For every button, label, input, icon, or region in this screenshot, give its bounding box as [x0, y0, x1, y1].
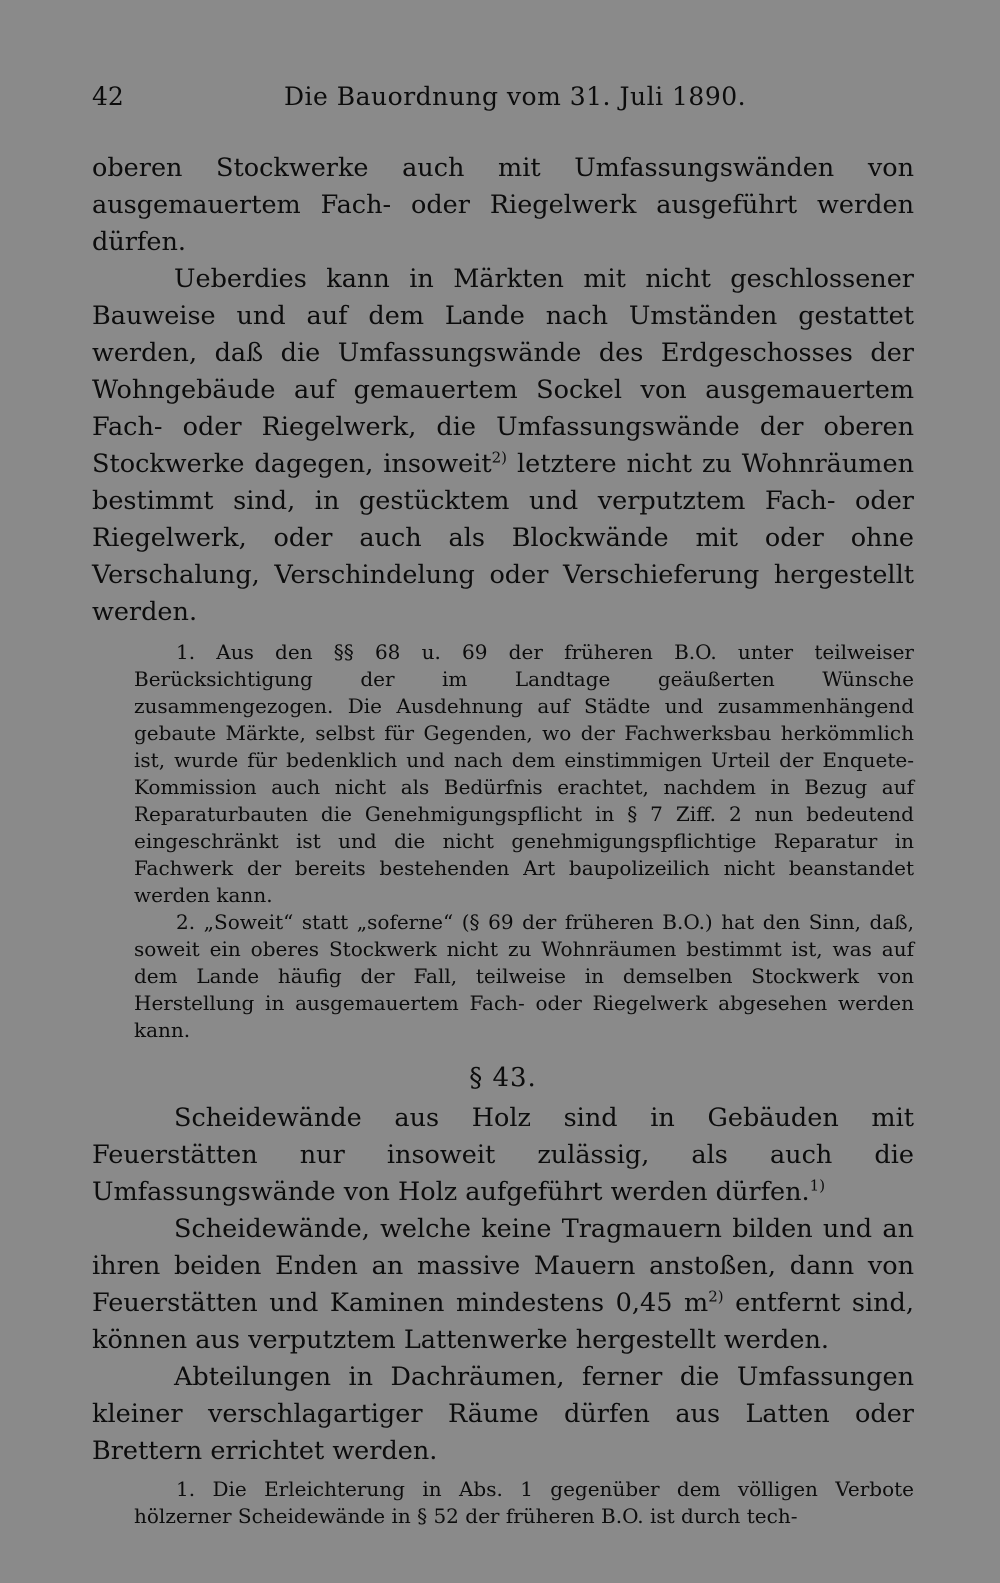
paragraph-43-2 — [92, 1211, 914, 1359]
page-body — [92, 150, 914, 1530]
section-heading: § 43. — [469, 1063, 537, 1093]
paragraph-43-3: Abteilungen in Dachräumen, ferner die Umfassungen kleiner verschlagartiger Räume dürfen aus Latten oder Brettern errichtet werden. — [92, 1362, 914, 1466]
page-number: 42 — [92, 82, 124, 111]
footnote-mark: 2) — [708, 1287, 724, 1306]
footnotes-43 — [92, 1476, 914, 1530]
footnote-43-1: 1. Die Erleichterung in Abs. 1 gegenüber dem völligen Verbote hölzerner Scheidewände in § 52 der früheren B.O. ist durch tech- — [134, 1477, 914, 1528]
running-title: Die Bauordnung vom 31. Juli 1890. — [284, 82, 747, 111]
paragraph-continuation: oberen Stockwerke auch mit Umfassungswänden von ausgemauertem Fach- oder Riegelwerk ausgeführt werden dürfen. — [92, 153, 914, 257]
paragraph-ueberdies — [92, 261, 914, 631]
paragraph-text: letztere nicht zu Wohnräumen bestimmt sind, in gestücktem und verputztem Fach- oder Riegelwerk, oder auch als Blockwände mit oder ohne Verschalung, Verschindelung oder Verschieferung hergestellt werden. — [92, 449, 914, 627]
running-header — [92, 82, 912, 116]
footnote-mark: 1) — [809, 1176, 826, 1195]
paragraph-text: Ueberdies kann in Märkten mit nicht geschlossener Bauweise und auf dem Lande nach Umständen gestattet werden, daß die Umfassungswände des Erdgeschosses der Wohngebäude auf gemauertem Sockel von ausgemauertem Fach- oder Riegelwerk, die Umfassungswände der oberen Stockwerke dagegen, insoweit — [92, 264, 914, 479]
paragraph-text: Scheidewände aus Holz sind in Gebäuden mit Feuerstätten nur insoweit zulässig, als auch die Umfassungswände von Holz aufgeführt werden dürfen. — [92, 1103, 914, 1207]
footnote-mark: 2) — [491, 448, 508, 467]
paragraph-text: entfernt sind, können aus verputztem Lattenwerke hergestellt werden. — [92, 1288, 914, 1355]
paragraph-text: Scheidewände, welche keine Tragmauern bilden und an ihren beiden Enden an massive Mauern anstoßen, dann von Feuerstätten und Kaminen mindestens 0,45 m — [92, 1214, 914, 1318]
footnote-1: 1. Aus den §§ 68 u. 69 der früheren B.O. unter teilweiser Berücksichtigung der im Landtage geäußerten Wünsche zusammengezogen. Die Ausdehnung auf Städte und zusammenhängend gebaute Märkte, selbst für Gegenden, wo der Fachwerksbau herkömmlich ist, wurde für bedenklich und nach dem einstimmigen Urteil der Enquete-Kommission auch nicht als Bedürfnis erachtet, nachdem in Bezug auf Reparaturbauten die Genehmigungspflicht in § 7 Ziff. 2 nun bedeutend eingeschränkt ist und die nicht genehmigungspflichtige Reparatur in Fachwerk der bereits bestehenden Art baupolizeilich nicht beanstandet werden kann. — [134, 640, 914, 907]
footnotes-42 — [92, 639, 914, 1044]
paragraph-43-1 — [92, 1100, 914, 1211]
footnote-2: 2. „Soweit“ statt „soferne“ (§ 69 der früheren B.O.) hat den Sinn, daß, soweit ein oberes Stockwerk nicht zu Wohnräumen bestimmt ist, was auf dem Lande häufig der Fall, teilweise in demselben Stockwerk von Herstellung in ausgemauertem Fach- oder Riegelwerk abgesehen werden kann. — [134, 910, 914, 1042]
